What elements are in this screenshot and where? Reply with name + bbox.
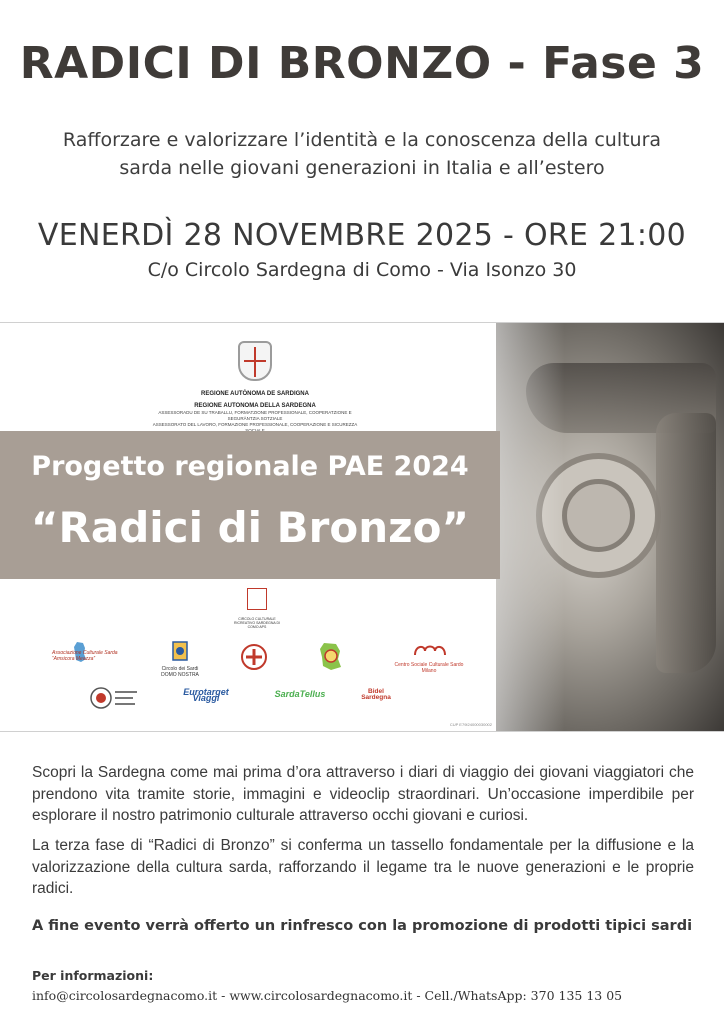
partner-amsicora: Associazione Culturale Sarda “Amsicora Meazza” (30, 641, 130, 662)
subtitle (20, 126, 704, 182)
region-sub-1: ASSESSORADU DE SU TRABALLU, FORMATZIONE PROFESSIONALE, COOPERATZIONE E SEGURÀNTZIA SOTZIALE (158, 410, 352, 421)
sardinia-flag-map-icon (316, 641, 346, 671)
sardinia-crest-icon (238, 341, 272, 381)
partner-circolo-dei-sardi: Circolo dei Sardi DOMO NOSTRA (158, 641, 202, 678)
page-title: RADICI DI BRONZO - Fase 3 (19, 38, 705, 89)
round-crest-icon (240, 643, 268, 671)
region-logo (150, 341, 360, 434)
region-sub-2: ASSESSORATO DEL LAVORO, FORMAZIONE PROFESSIONALE, COOPERAZIONE E SICUREZZA (152, 422, 358, 427)
partner-cscs: Centro Sociale Culturale Sardo Milano (394, 641, 464, 674)
circolo-logo-text: CIRCOLO CULTURALE RICREATIVO SARDEGNA DI COMO APS (233, 617, 281, 629)
region-name-1: REGIONE AUTÒNOMA DE SARDIGNA (201, 391, 309, 397)
closing-note: A fine evento verrà offerto un rinfresco con la promozione di prodotti tipici sardi (31, 918, 693, 934)
partner-sardatellus: SardaTellus (274, 689, 326, 699)
domo-nostra-icon (172, 641, 188, 661)
project-name: “Radici di Bronzo” (30, 503, 470, 552)
info-label: Per informazioni: (32, 968, 154, 983)
contact-line[interactable]: info@circolosardegnacomo.it - www.circolosardegnacomo.it - Cell./WhatsApp: 370 135 13 05 (32, 988, 623, 1003)
subtitle-line-1: Rafforzare e valorizzare l’identità e la conoscenza della cultura (62, 129, 662, 151)
project-label: Progetto regionale PAE 2024 (31, 451, 469, 482)
circolo-crest-icon (247, 588, 267, 610)
cup-code: CUP E79I24000030002 (449, 722, 492, 727)
subtitle-line-2: sarda nelle giovani generazioni in Italia e all’estero (119, 157, 605, 179)
cscs-logo-icon (411, 641, 447, 657)
circolo-como-logo (232, 588, 282, 629)
project-banner (0, 322, 724, 732)
paragraph-1: Scopri la Sardegna come mai prima d’ora attraverso i diari di viaggio dei giovani viaggiatori che prendono vita tramite storie, immagini e videoclip straordinari. Un’occasione imperdibile per esplorare il nostro patrimonio culturale attraverso occhi giovani e curiosi. (32, 764, 694, 824)
project-band (0, 431, 500, 579)
region-name-2: REGIONE AUTONOMA DELLA SARDEGNA (194, 403, 316, 409)
paragraph-2: La terza fase di “Radici di Bronzo” si conferma un tassello fondamentale per la diffusione e la valorizzazione della cultura sarda, rafforzando il legame tra le nuove generazioni e le proprie radici. (32, 837, 694, 897)
bronze-statue-image (496, 323, 724, 732)
event-venue: C/o Circolo Sardegna di Como - Via Isonzo 30 (147, 259, 577, 281)
event-date: VENERDÌ 28 NOVEMBRE 2025 - ORE 21:00 (37, 218, 687, 253)
partner-bidel: Bidel Sardegna (361, 688, 391, 701)
partner-eurotarget: Eurotarget Viaggi (183, 687, 229, 703)
pae-logo-icon (90, 687, 138, 709)
